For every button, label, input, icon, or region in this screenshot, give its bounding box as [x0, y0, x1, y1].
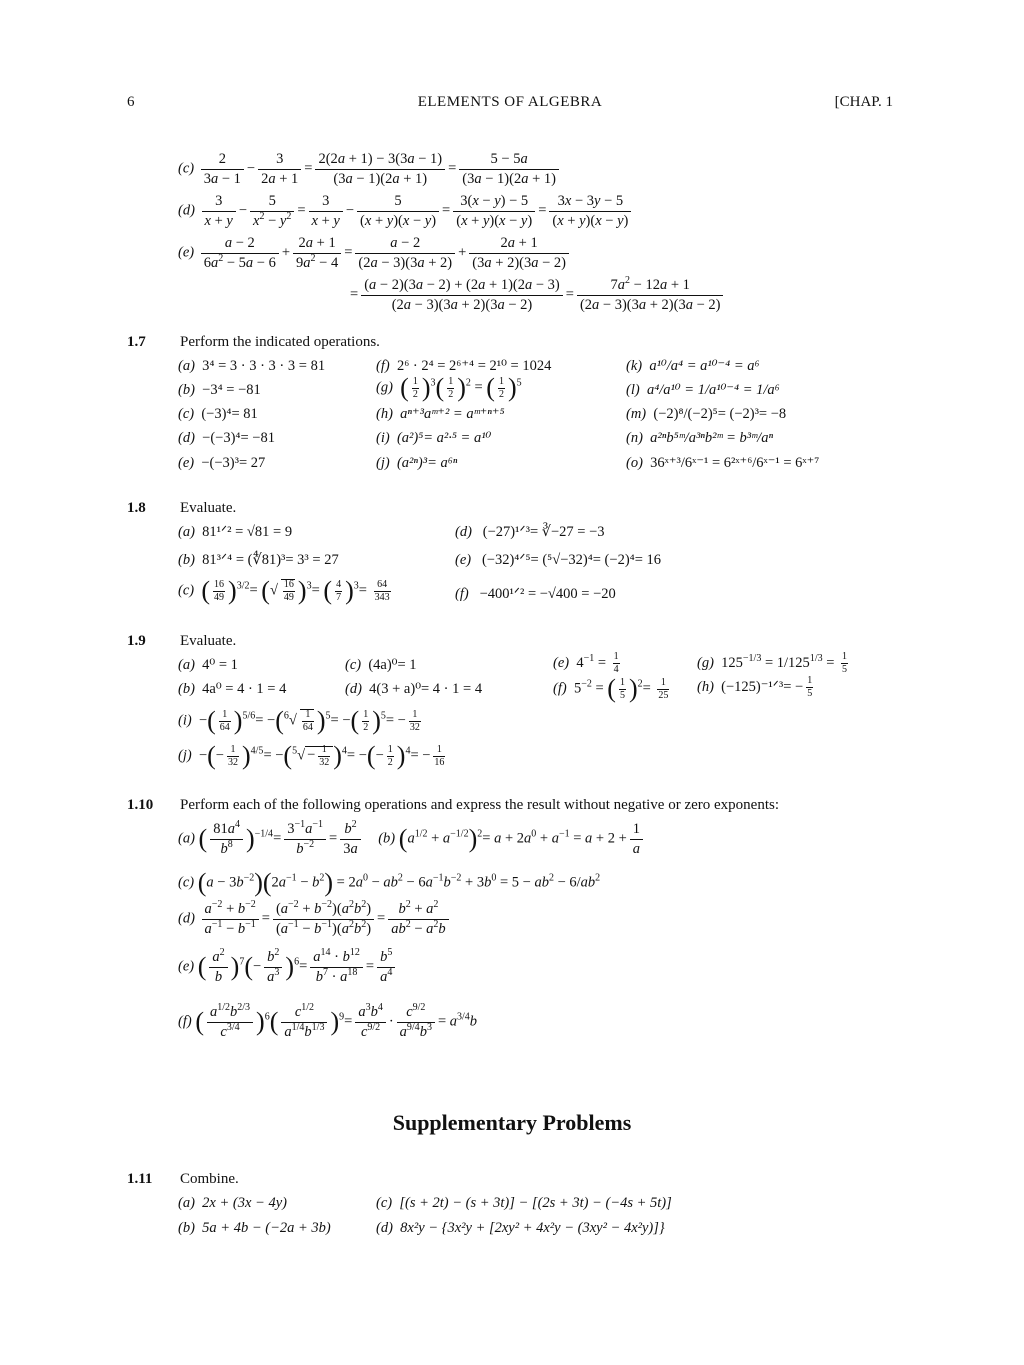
- p1-8-a: (a) 81¹ᐟ² = √81 = 9: [178, 524, 293, 540]
- p1-8-e: (e) (−32)⁴ᐟ⁵= (⁵√−32)⁴= (−2)⁴= 16: [455, 552, 662, 568]
- p1-8-f: (f) −400¹ᐟ² = −√400 = −20: [455, 586, 616, 602]
- p1-9-i: (i) −( $\frac{1}{64}$ )$^{5/6}$= −($^6$√ $\frac{1}{64}$ )$^5$= −( $\frac{1}{2}$ )$^5$= − $\frac{1}{32}$: [178, 706, 420, 735]
- p1-11-c: (c) [(s + 2t) − (s + 3t)] − [(2s + 3t) − (−4s + 5t)]: [376, 1195, 672, 1211]
- p1-9-e: (e) $4^{-1}$ = $\frac{1}{4}$: [553, 651, 619, 675]
- p1-8-b: (b) 81³ᐟ⁴ = (∜81)³= 3³ = 27: [178, 552, 339, 568]
- equation-e-continued: = $\frac{(a - 2)(3a - 2) + (2a + 1)(2a - 3)}{(2a - 3)(3a + 2)(3a - 2)}$ = $\frac{7a^2 - 12a + 1}{(2a - 3)(3a + 2)(3a - 2)}$: [350, 278, 726, 312]
- p1-9-c: (c) (4a)⁰= 1: [345, 657, 417, 673]
- p1-9-g: (g) $125^{-1/3} = 1/125^{1/3}$ = $\frac{1}{5}$: [697, 651, 848, 675]
- equation-e: (e) $\frac{a - 2}{6a^2 - 5a - 6}$ + $\frac{2a + 1}{9a^2 - 4}$ = $\frac{a - 2}{(2a - 3)(3a + 2)}$ + $\frac{2a + 1}{(3a + 2)(3a - 2)}$: [178, 236, 572, 270]
- p1-9-a: (a) 4⁰ = 1: [178, 657, 238, 673]
- p1-7-c: (c) (−3)⁴= 81: [178, 406, 258, 422]
- section-title: Supplementary Problems: [392, 1110, 632, 1135]
- equation-c: (c) $\frac{2}{3a - 1}$ − $\frac{3}{2a + 1}$ = $\frac{2(2a + 1) - 3(3a - 1)}{(3a - 1)(2a + 1)}$ = $\frac{5 - 5a}{(3a - 1)(2a + 1)}$: [178, 152, 562, 186]
- p1-7-o: (o) 36ˣ⁺³/6ˣ⁻¹ = 6²ˣ⁺⁶/6ˣ⁻¹ = 6ˣ⁺⁷: [626, 455, 820, 471]
- p1-10-c: (c) $(a - 3b^{-2})(2a^{-1} - b^2) = 2a^0 - ab^2 - 6a^{-1}b^{-2} + 3b^0 = 5 - ab^2 - 6/ab^2$: [178, 868, 601, 897]
- p1-10-e: (e) ( $\frac{a^2}{b}$ )$^7$(− $\frac{b^2}{a^3}$ )$^6$= $\frac{a^{14} \cdot b^{12}}{b^7 \cdot a^{18}}$ = $\frac{b^5}{a^4}$: [178, 950, 398, 984]
- chapter-label: [CHAP. 1: [834, 94, 893, 110]
- page-header: [127, 94, 893, 114]
- problem-intro-1-7: Perform the indicated operations.: [180, 334, 380, 350]
- p1-7-a: (a) 3⁴ = 3 · 3 · 3 · 3 = 81: [178, 358, 326, 374]
- running-title: ELEMENTS OF ALGEBRA: [417, 94, 603, 110]
- problem-number-1-9: 1.9: [127, 633, 146, 649]
- page-number: 6: [127, 94, 135, 110]
- p1-7-l: (l) a⁴/a¹⁰ = 1/a¹⁰⁻⁴ = 1/a⁶: [626, 382, 780, 398]
- p1-7-g: (g) ( $\frac{1}{2}$ )$^3$( $\frac{1}{2}$ )$^2$ = ( $\frac{1}{2}$ )$^5$: [376, 373, 522, 402]
- problem-number-1-11: 1.11: [127, 1171, 153, 1187]
- problem-intro-1-11: Combine.: [180, 1171, 239, 1187]
- problem-intro-1-8: Evaluate.: [180, 500, 237, 516]
- p1-9-b: (b) 4a⁰ = 4 · 1 = 4: [178, 681, 287, 697]
- problem-intro-1-10: Perform each of the following operations and express the result without negative or zero exponents:: [180, 797, 779, 813]
- p1-9-j: (j) −(− $\frac{1}{32}$ )$^{4/5}$= −($^5$√ − $\frac{1}{32}$ )$^4$= −(− $\frac{1}{2}$ )$^4$= − $\frac{1}{16}$: [178, 741, 445, 770]
- problem-number-1-8: 1.8: [127, 500, 146, 516]
- problem-number-1-10: 1.10: [127, 797, 154, 813]
- p1-11-d: (d) 8x²y − {3x²y + [2xy² + 4x²y − (3xy² − 4x²y)]}: [376, 1220, 665, 1236]
- p1-9-d: (d) 4(3 + a)⁰= 4 · 1 = 4: [345, 681, 483, 697]
- p1-8-d: (d) (−27)¹ᐟ³= ∛−27 = −3: [455, 524, 605, 540]
- p1-11-b: (b) 5a + 4b − (−2a + 3b): [178, 1220, 331, 1236]
- equation-d: (d) $\frac{3}{x + y}$ − $\frac{5}{x^2 - y^2}$ = $\frac{3}{x + y}$ − $\frac{5}{(x + y)(x - y)}$ = $\frac{3(x - y) - 5}{(x + y)(x - y)}$ = $\frac{3x - 3y - 5}{(x + y)(x - y)}$: [178, 194, 634, 228]
- p1-10-d: (d) $\frac{a^{-2} + b^{-2}}{a^{-1} - b^{-1}}$ = $\frac{(a^{-2} + b^{-2})(a^2b^2)}{(a^{-1} - b^{-1})(a^2b^2)}$ = $\frac{b^2 + a^2}{ab^2 - a^2b}$: [178, 902, 452, 936]
- p1-7-m: (m) (−2)⁸/(−2)⁵= (−2)³= −8: [626, 406, 787, 422]
- p1-7-e: (e) −(−3)³= 27: [178, 455, 266, 471]
- problem-intro-1-9: Evaluate.: [180, 633, 237, 649]
- p1-11-a: (a) 2x + (3x − 4y): [178, 1195, 287, 1211]
- p1-7-h: (h) aⁿ⁺³aᵐ⁺² = aᵐ⁺ⁿ⁺⁵: [376, 406, 505, 422]
- p1-9-h: (h) (−125)⁻¹ᐟ³= − $\frac{1}{5}$: [697, 675, 813, 699]
- p1-7-f: (f) 2⁶ · 2⁴ = 2⁶⁺⁴ = 2¹⁰ = 1024: [376, 358, 552, 374]
- p1-9-f: (f) $5^{-2}$ = ( $\frac{1}{5}$ )$^2$= $\frac{1}{25}$: [553, 674, 669, 703]
- p1-7-n: (n) a²ⁿb⁵ᵐ/a³ⁿb²ᵐ = b³ᵐ/aⁿ: [626, 430, 774, 446]
- problem-number-1-7: 1.7: [127, 334, 146, 350]
- p1-10-f: (f) ( $\frac{a^{1/2}b^{2/3}}{c^{3/4}}$ )$^6$( $\frac{c^{1/2}}{a^{1/4}b^{1/3}}$ )$^9$= $\frac{a^3b^4}{c^{9/2}}$ · $\frac{c^{9/2}}{a^{9/4}b^3}$ = $a^{3/4}b$: [178, 1002, 478, 1040]
- p1-7-i: (i) (a²)⁵= a²·⁵ = a¹⁰: [376, 430, 492, 446]
- p1-10-a: (a) ( $\frac{81a^4}{b^8}$ )$^{-1/4}$= $\frac{3^{-1}a^{-1}}{b^{-2}}$ = $\frac{b^2}{3a}$ (b) $(a^{1/2} + a^{-1/2})^2= a + 2a^0 + a^{-1} = a + 2$ + $\frac{1}{a}$: [178, 822, 646, 856]
- p1-8-c: (c) ( $\frac{16}{49}$ )$^{3/2}$= (√ $\frac{16}{49}$ )$^3$= ( $\frac{4}{7}$ )$^3$= $\frac{64}{343}$: [178, 576, 390, 605]
- p1-7-d: (d) −(−3)⁴= −81: [178, 430, 275, 446]
- p1-7-k: (k) a¹⁰/a⁴ = a¹⁰⁻⁴ = a⁶: [626, 358, 760, 374]
- p1-7-j: (j) (a²ⁿ)³= a⁶ⁿ: [376, 455, 458, 471]
- p1-7-b: (b) −3⁴ = −81: [178, 382, 261, 398]
